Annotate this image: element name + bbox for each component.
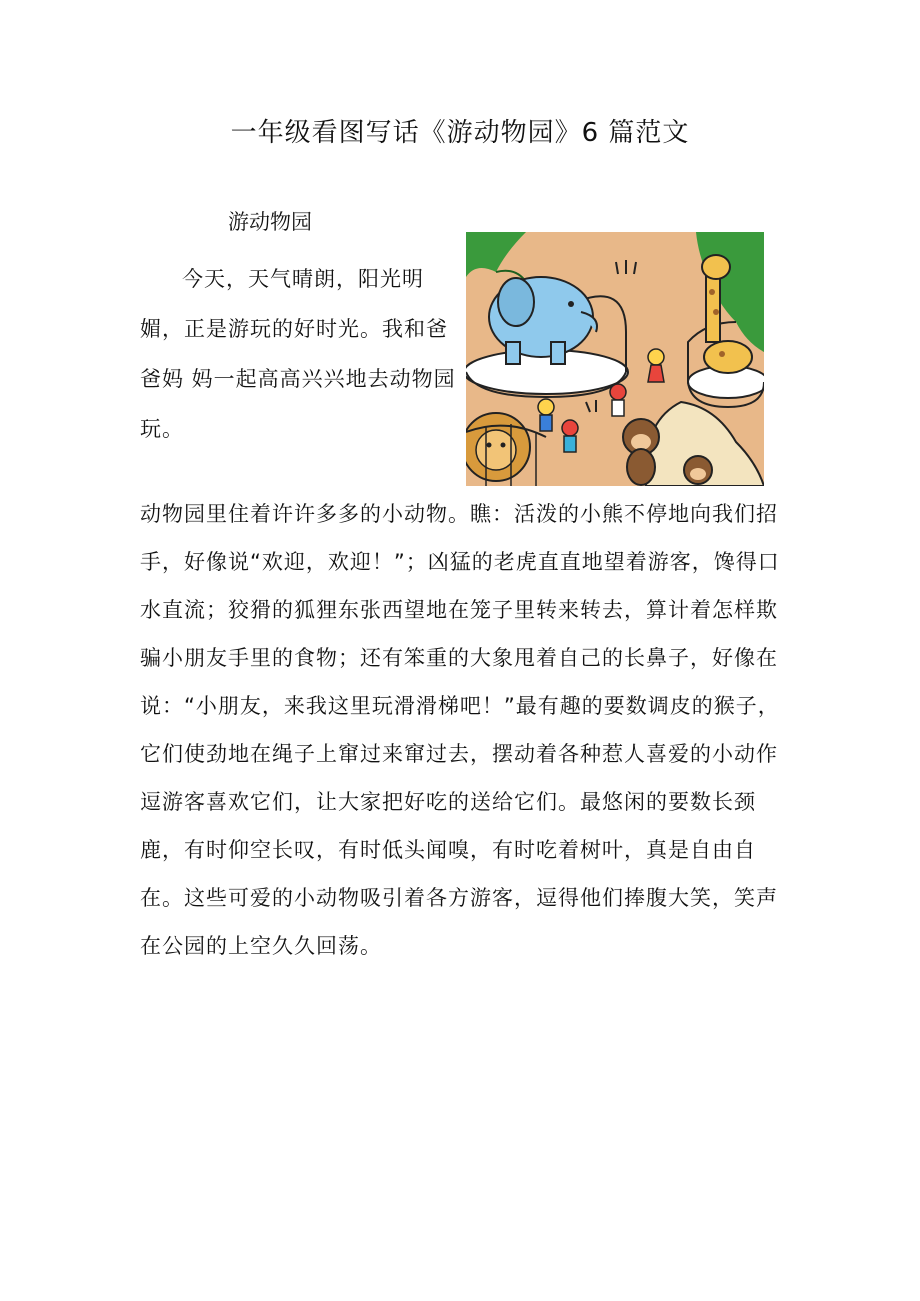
essay-title: 游动物园	[228, 210, 312, 234]
zoo-illustration-icon	[466, 232, 764, 486]
zoo-illustration	[466, 232, 764, 486]
essay-intro-paragraph: 今天，天气晴朗，阳光明媚，正是游玩的好时光。我和爸爸妈 妈一起高高兴兴地去动物园玩。	[140, 267, 456, 441]
document-title: 一年级看图写话《游动物园》6 篇范文	[230, 118, 690, 148]
essay-body-paragraph: 动物园里住着许许多多的小动物。瞧：活泼的小熊不停地向我们招手，好像说“欢迎，欢迎！”；凶猛的老虎直直地望着游客，馋得口水直流；狡猾的狐狸东张西望地在笼子里转来转去，算计着怎样欺骗小朋友手里的食物；还有笨重的大象甩着自己的长鼻子，好像在说：“小朋友，来我这里玩滑滑梯吧！”最有趣的要数调皮的猴子，它们使劲地在绳子上窜过来窜过去，摆动着各种惹人喜爱的小动作逗游客喜欢它们，让大家把好吃的送给它们。最悠闲的要数长颈鹿，有时仰空长叹，有时低头闻嗅，有时吃着树叶，真是自由自在。这些可爱的小动物吸引着各方游客，逗得他们捧腹大笑，笑声在公园的上空久久回荡。	[140, 502, 780, 958]
